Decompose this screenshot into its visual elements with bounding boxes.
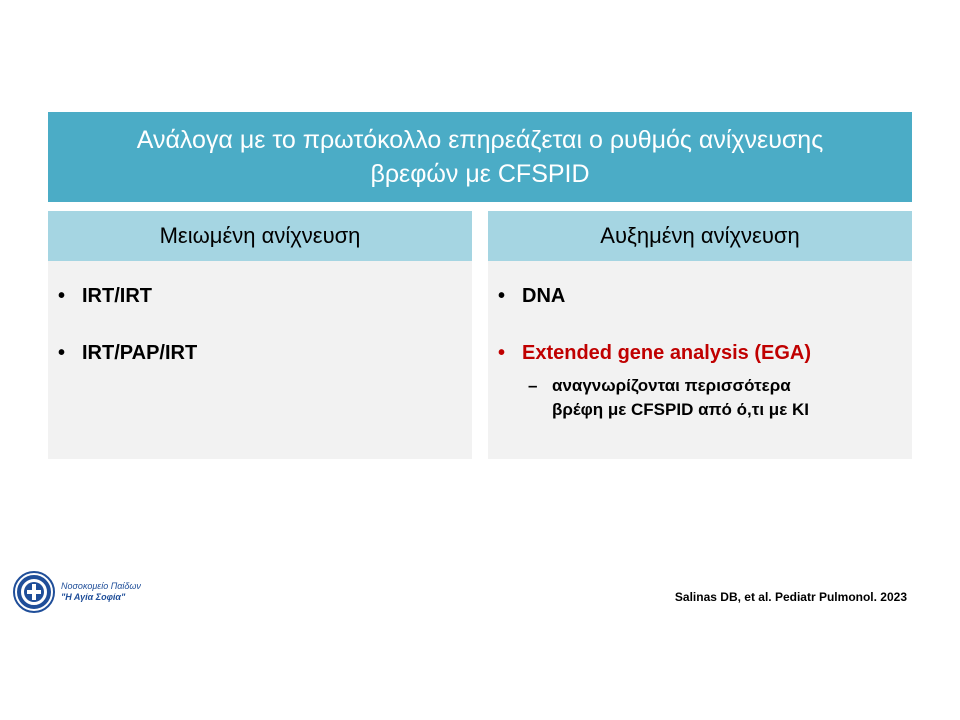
hospital-name-line2: "Η Αγία Σοφία" [61,592,126,602]
sub-bullet-line2: βρέφη με CFSPID από ό,τι με ΚΙ [552,400,809,419]
sub-bullet-line1: αναγνωρίζονται περισσότερα [552,376,791,395]
slide-title [48,112,912,202]
right-column-header: Αυξημένη ανίχνευση [488,211,912,261]
sub-bullet-dash: – [528,376,538,395]
hospital-name [61,581,141,603]
hospital-seal-icon [13,571,55,613]
left-column-header: Μειωμένη ανίχνευση [48,211,472,261]
hospital-name-line1: Νοσοκομείο Παίδων [61,581,141,591]
slide-title-line2: βρεφών με CFSPID [370,160,590,188]
citation: Salinas DB, et al. Pediatr Pulmonol. 2023 [674,590,907,604]
right-column-body [488,261,912,459]
right-bullet-ega: • Extended gene analysis (EGA) [488,340,912,366]
slide-title-line1: Ανάλογα με το πρωτόκολλο επηρεάζεται ο ρυθμός ανίχνευσης [136,126,824,154]
left-bullet-irt-pap-irt: • IRT/PAP/IRT [48,340,472,366]
right-bullet-dna: • DNA [488,283,912,309]
left-column-body [48,261,472,459]
hospital-logo [13,568,163,616]
right-sub-bullet [488,374,912,422]
left-bullet-irt-irt: • IRT/IRT [48,283,472,309]
